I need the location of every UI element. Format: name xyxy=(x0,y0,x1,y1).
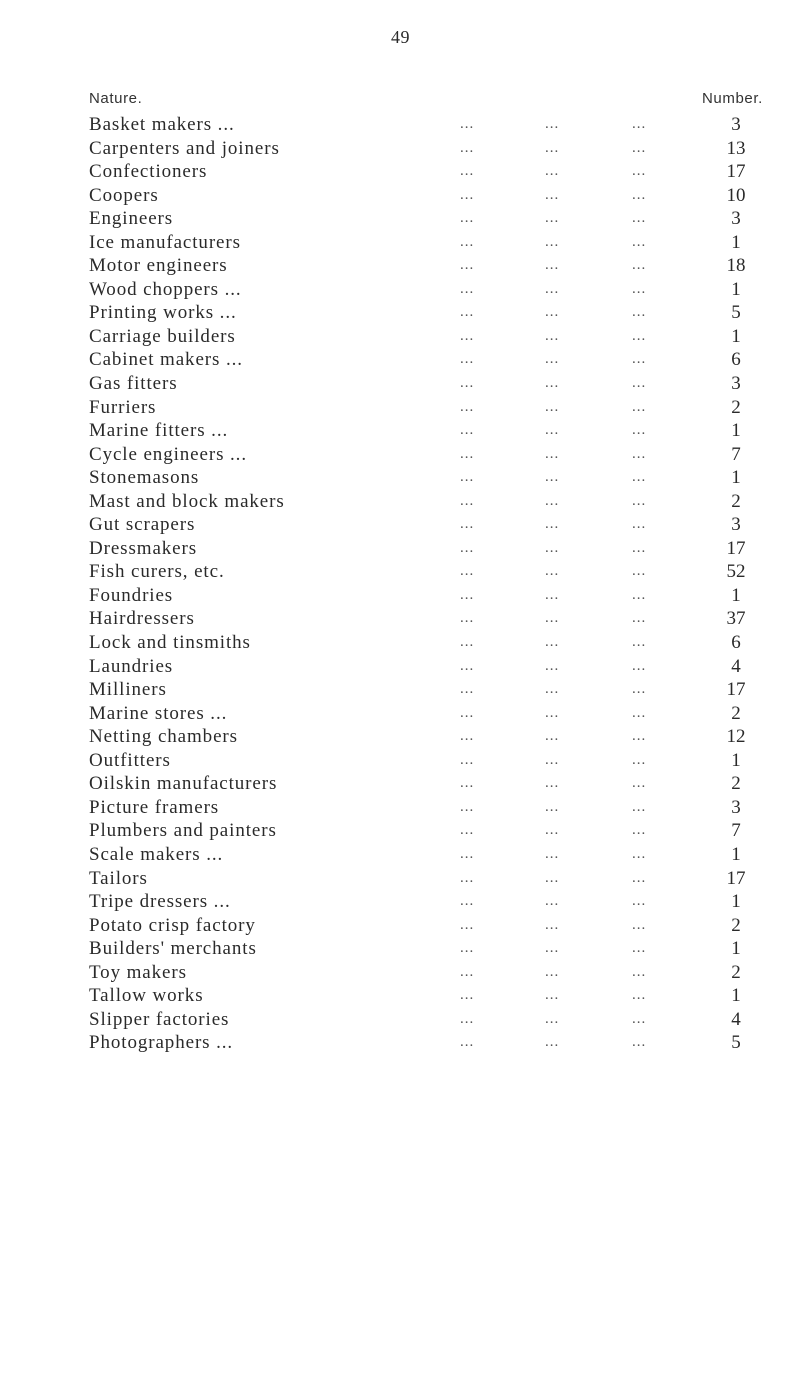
occupation-name: Lock and tinsmiths xyxy=(89,632,251,654)
occupation-count: 1 xyxy=(731,584,741,606)
table-row xyxy=(0,231,801,255)
occupation-name: Hairdressers xyxy=(89,608,195,630)
leader-dots: ... xyxy=(545,398,560,415)
leader-dots: ... xyxy=(460,751,475,768)
leader-dots: ... xyxy=(460,775,475,792)
table-row xyxy=(0,914,801,938)
occupation-name: Carpenters and joiners xyxy=(89,137,280,159)
leader-dots: ... xyxy=(460,987,475,1004)
leader-dots: ... xyxy=(545,516,560,533)
table-row xyxy=(0,396,801,420)
leader-dots: ... xyxy=(460,798,475,815)
occupation-name: Netting chambers xyxy=(89,726,238,748)
occupation-count: 3 xyxy=(731,796,741,818)
leader-dots: ... xyxy=(460,139,475,156)
occupation-name: Stonemasons xyxy=(89,467,200,489)
occupation-count: 6 xyxy=(731,632,741,654)
occupation-count: 2 xyxy=(731,961,741,983)
leader-dots: ... xyxy=(460,233,475,250)
leader-dots: ... xyxy=(632,375,647,392)
occupation-name: Coopers xyxy=(89,184,159,206)
occupation-count: 17 xyxy=(726,679,746,701)
leader-dots: ... xyxy=(632,634,647,651)
occupation-name: Oilskin manufacturers xyxy=(89,773,278,795)
leader-dots: ... xyxy=(632,987,647,1004)
leader-dots: ... xyxy=(545,610,560,627)
table-row xyxy=(0,419,801,443)
leader-dots: ... xyxy=(545,445,560,462)
leader-dots: ... xyxy=(632,304,647,321)
leader-dots: ... xyxy=(460,1010,475,1027)
leader-dots: ... xyxy=(545,751,560,768)
column-header-number: Number. xyxy=(702,90,763,107)
leader-dots: ... xyxy=(545,963,560,980)
table-row xyxy=(0,301,801,325)
occupation-count: 12 xyxy=(726,726,746,748)
occupation-name: Carriage builders xyxy=(89,325,236,347)
leader-dots: ... xyxy=(460,257,475,274)
occupation-count: 17 xyxy=(726,161,746,183)
leader-dots: ... xyxy=(545,869,560,886)
column-header-nature: Nature. xyxy=(89,90,143,107)
leader-dots: ... xyxy=(545,469,560,486)
leader-dots: ... xyxy=(545,775,560,792)
table-row xyxy=(0,937,801,961)
leader-dots: ... xyxy=(545,257,560,274)
occupation-name: Milliners xyxy=(89,679,167,701)
occupation-name: Potato crisp factory xyxy=(89,914,256,936)
occupation-table xyxy=(0,113,801,1055)
leader-dots: ... xyxy=(632,351,647,368)
table-row xyxy=(0,1008,801,1032)
table-row xyxy=(0,961,801,985)
leader-dots: ... xyxy=(460,351,475,368)
occupation-name: Gas fitters xyxy=(89,373,178,395)
leader-dots: ... xyxy=(460,539,475,556)
occupation-count: 52 xyxy=(726,561,746,583)
leader-dots: ... xyxy=(545,304,560,321)
occupation-name: Plumbers and painters xyxy=(89,820,277,842)
leader-dots: ... xyxy=(632,940,647,957)
leader-dots: ... xyxy=(632,1010,647,1027)
occupation-name: Foundries xyxy=(89,584,174,606)
table-row xyxy=(0,137,801,161)
occupation-count: 18 xyxy=(726,255,746,277)
occupation-name: Slipper factories xyxy=(89,1008,230,1030)
occupation-name: Cycle engineers ... xyxy=(89,443,247,465)
leader-dots: ... xyxy=(632,845,647,862)
table-row xyxy=(0,890,801,914)
occupation-name: Toy makers xyxy=(89,961,187,983)
leader-dots: ... xyxy=(632,893,647,910)
occupation-count: 3 xyxy=(731,208,741,230)
leader-dots: ... xyxy=(545,681,560,698)
leader-dots: ... xyxy=(632,657,647,674)
leader-dots: ... xyxy=(460,634,475,651)
occupation-count: 3 xyxy=(731,114,741,135)
occupation-name: Gut scrapers xyxy=(89,514,196,536)
occupation-count: 3 xyxy=(731,373,741,395)
leader-dots: ... xyxy=(632,916,647,933)
leader-dots: ... xyxy=(632,728,647,745)
leader-dots: ... xyxy=(632,586,647,603)
leader-dots: ... xyxy=(545,116,560,132)
occupation-name: Marine fitters ... xyxy=(89,420,229,442)
occupation-count: 1 xyxy=(731,420,741,442)
occupation-count: 2 xyxy=(731,490,741,512)
table-row xyxy=(0,867,801,891)
leader-dots: ... xyxy=(460,681,475,698)
leader-dots: ... xyxy=(545,893,560,910)
occupation-count: 5 xyxy=(731,302,741,324)
leader-dots: ... xyxy=(632,681,647,698)
table-row xyxy=(0,160,801,184)
table-row xyxy=(0,772,801,796)
leader-dots: ... xyxy=(460,327,475,344)
leader-dots: ... xyxy=(460,845,475,862)
leader-dots: ... xyxy=(545,422,560,439)
occupation-name: Scale makers ... xyxy=(89,843,224,865)
occupation-count: 4 xyxy=(731,655,741,677)
leader-dots: ... xyxy=(632,963,647,980)
table-row xyxy=(0,655,801,679)
table-row xyxy=(0,749,801,773)
table-row xyxy=(0,678,801,702)
leader-dots: ... xyxy=(632,610,647,627)
occupation-count: 2 xyxy=(731,914,741,936)
occupation-name: Printing works ... xyxy=(89,302,237,324)
leader-dots: ... xyxy=(545,375,560,392)
table-row xyxy=(0,560,801,584)
leader-dots: ... xyxy=(632,280,647,297)
occupation-count: 2 xyxy=(731,773,741,795)
table-row xyxy=(0,254,801,278)
leader-dots: ... xyxy=(545,822,560,839)
occupation-name: Confectioners xyxy=(89,161,208,183)
leader-dots: ... xyxy=(545,634,560,651)
leader-dots: ... xyxy=(632,422,647,439)
leader-dots: ... xyxy=(545,539,560,556)
occupation-name: Marine stores ... xyxy=(89,702,228,724)
leader-dots: ... xyxy=(632,116,647,132)
occupation-name: Ice manufacturers xyxy=(89,231,241,253)
leader-dots: ... xyxy=(545,586,560,603)
leader-dots: ... xyxy=(632,445,647,462)
leader-dots: ... xyxy=(632,775,647,792)
table-row xyxy=(0,584,801,608)
leader-dots: ... xyxy=(545,163,560,180)
table-row xyxy=(0,348,801,372)
leader-dots: ... xyxy=(545,210,560,227)
occupation-count: 37 xyxy=(726,608,746,630)
occupation-count: 13 xyxy=(726,137,746,159)
occupation-count: 2 xyxy=(731,396,741,418)
table-row xyxy=(0,490,801,514)
occupation-count: 5 xyxy=(731,1032,741,1054)
leader-dots: ... xyxy=(545,987,560,1004)
leader-dots: ... xyxy=(545,233,560,250)
leader-dots: ... xyxy=(460,916,475,933)
occupation-name: Dressmakers xyxy=(89,537,198,559)
leader-dots: ... xyxy=(460,1034,475,1051)
leader-dots: ... xyxy=(632,516,647,533)
table-row xyxy=(0,466,801,490)
leader-dots: ... xyxy=(545,728,560,745)
occupation-name: Engineers xyxy=(89,208,174,230)
table-row xyxy=(0,207,801,231)
leader-dots: ... xyxy=(460,116,475,132)
leader-dots: ... xyxy=(545,845,560,862)
table-row xyxy=(0,843,801,867)
leader-dots: ... xyxy=(460,610,475,627)
occupation-name: Motor engineers xyxy=(89,255,228,277)
table-row xyxy=(0,443,801,467)
occupation-count: 1 xyxy=(731,749,741,771)
leader-dots: ... xyxy=(632,398,647,415)
leader-dots: ... xyxy=(632,257,647,274)
table-row xyxy=(0,725,801,749)
occupation-count: 2 xyxy=(731,702,741,724)
occupation-count: 17 xyxy=(726,537,746,559)
occupation-count: 1 xyxy=(731,843,741,865)
leader-dots: ... xyxy=(632,539,647,556)
leader-dots: ... xyxy=(632,822,647,839)
occupation-name: Laundries xyxy=(89,655,174,677)
occupation-count: 6 xyxy=(731,349,741,371)
occupation-name: Fish curers, etc. xyxy=(89,561,225,583)
leader-dots: ... xyxy=(460,516,475,533)
leader-dots: ... xyxy=(545,704,560,721)
page-number: 49 xyxy=(391,27,410,47)
leader-dots: ... xyxy=(632,233,647,250)
leader-dots: ... xyxy=(545,186,560,203)
leader-dots: ... xyxy=(460,822,475,839)
leader-dots: ... xyxy=(545,492,560,509)
occupation-count: 1 xyxy=(731,231,741,253)
occupation-name: Builders' merchants xyxy=(89,938,257,960)
occupation-count: 10 xyxy=(726,184,746,206)
occupation-name: Mast and block makers xyxy=(89,490,285,512)
leader-dots: ... xyxy=(632,163,647,180)
occupation-count: 1 xyxy=(731,985,741,1007)
occupation-count: 17 xyxy=(726,867,746,889)
leader-dots: ... xyxy=(460,704,475,721)
table-row xyxy=(0,113,801,137)
table-row xyxy=(0,984,801,1008)
leader-dots: ... xyxy=(632,798,647,815)
table-row xyxy=(0,184,801,208)
table-row xyxy=(0,1031,801,1055)
occupation-count: 1 xyxy=(731,467,741,489)
leader-dots: ... xyxy=(545,940,560,957)
occupation-count: 1 xyxy=(731,325,741,347)
leader-dots: ... xyxy=(545,798,560,815)
leader-dots: ... xyxy=(545,139,560,156)
table-row xyxy=(0,537,801,561)
occupation-count: 4 xyxy=(731,1008,741,1030)
leader-dots: ... xyxy=(460,422,475,439)
leader-dots: ... xyxy=(460,492,475,509)
table-row xyxy=(0,819,801,843)
leader-dots: ... xyxy=(460,375,475,392)
leader-dots: ... xyxy=(460,940,475,957)
leader-dots: ... xyxy=(545,280,560,297)
occupation-name: Basket makers ... xyxy=(89,114,235,135)
table-row xyxy=(0,278,801,302)
occupation-count: 3 xyxy=(731,514,741,536)
occupation-name: Picture framers xyxy=(89,796,220,818)
table-row xyxy=(0,607,801,631)
leader-dots: ... xyxy=(460,963,475,980)
leader-dots: ... xyxy=(545,1034,560,1051)
table-row xyxy=(0,372,801,396)
leader-dots: ... xyxy=(632,492,647,509)
leader-dots: ... xyxy=(460,280,475,297)
leader-dots: ... xyxy=(632,327,647,344)
table-row xyxy=(0,702,801,726)
occupation-name: Outfitters xyxy=(89,749,171,771)
leader-dots: ... xyxy=(460,586,475,603)
leader-dots: ... xyxy=(460,869,475,886)
table-row xyxy=(0,796,801,820)
table-row xyxy=(0,325,801,349)
leader-dots: ... xyxy=(632,210,647,227)
leader-dots: ... xyxy=(545,351,560,368)
leader-dots: ... xyxy=(460,563,475,580)
leader-dots: ... xyxy=(460,728,475,745)
leader-dots: ... xyxy=(632,704,647,721)
table-row xyxy=(0,513,801,537)
leader-dots: ... xyxy=(545,563,560,580)
leader-dots: ... xyxy=(632,869,647,886)
occupation-name: Tallow works xyxy=(89,985,204,1007)
leader-dots: ... xyxy=(460,657,475,674)
leader-dots: ... xyxy=(632,139,647,156)
leader-dots: ... xyxy=(545,327,560,344)
leader-dots: ... xyxy=(545,1010,560,1027)
occupation-count: 1 xyxy=(731,891,741,913)
leader-dots: ... xyxy=(545,916,560,933)
occupation-count: 7 xyxy=(731,820,741,842)
leader-dots: ... xyxy=(545,657,560,674)
occupation-name: Furriers xyxy=(89,396,157,418)
occupation-count: 1 xyxy=(731,278,741,300)
leader-dots: ... xyxy=(632,751,647,768)
leader-dots: ... xyxy=(632,563,647,580)
occupation-name: Tailors xyxy=(89,867,148,889)
leader-dots: ... xyxy=(460,445,475,462)
leader-dots: ... xyxy=(460,163,475,180)
leader-dots: ... xyxy=(460,210,475,227)
occupation-count: 7 xyxy=(731,443,741,465)
occupation-name: Wood choppers ... xyxy=(89,278,242,300)
leader-dots: ... xyxy=(460,893,475,910)
leader-dots: ... xyxy=(460,398,475,415)
occupation-name: Tripe dressers ... xyxy=(89,891,231,913)
leader-dots: ... xyxy=(460,186,475,203)
occupation-name: Photographers ... xyxy=(89,1032,234,1054)
occupation-count: 1 xyxy=(731,938,741,960)
table-row xyxy=(0,631,801,655)
leader-dots: ... xyxy=(632,1034,647,1051)
leader-dots: ... xyxy=(632,469,647,486)
occupation-name: Cabinet makers ... xyxy=(89,349,243,371)
leader-dots: ... xyxy=(632,186,647,203)
leader-dots: ... xyxy=(460,469,475,486)
leader-dots: ... xyxy=(460,304,475,321)
